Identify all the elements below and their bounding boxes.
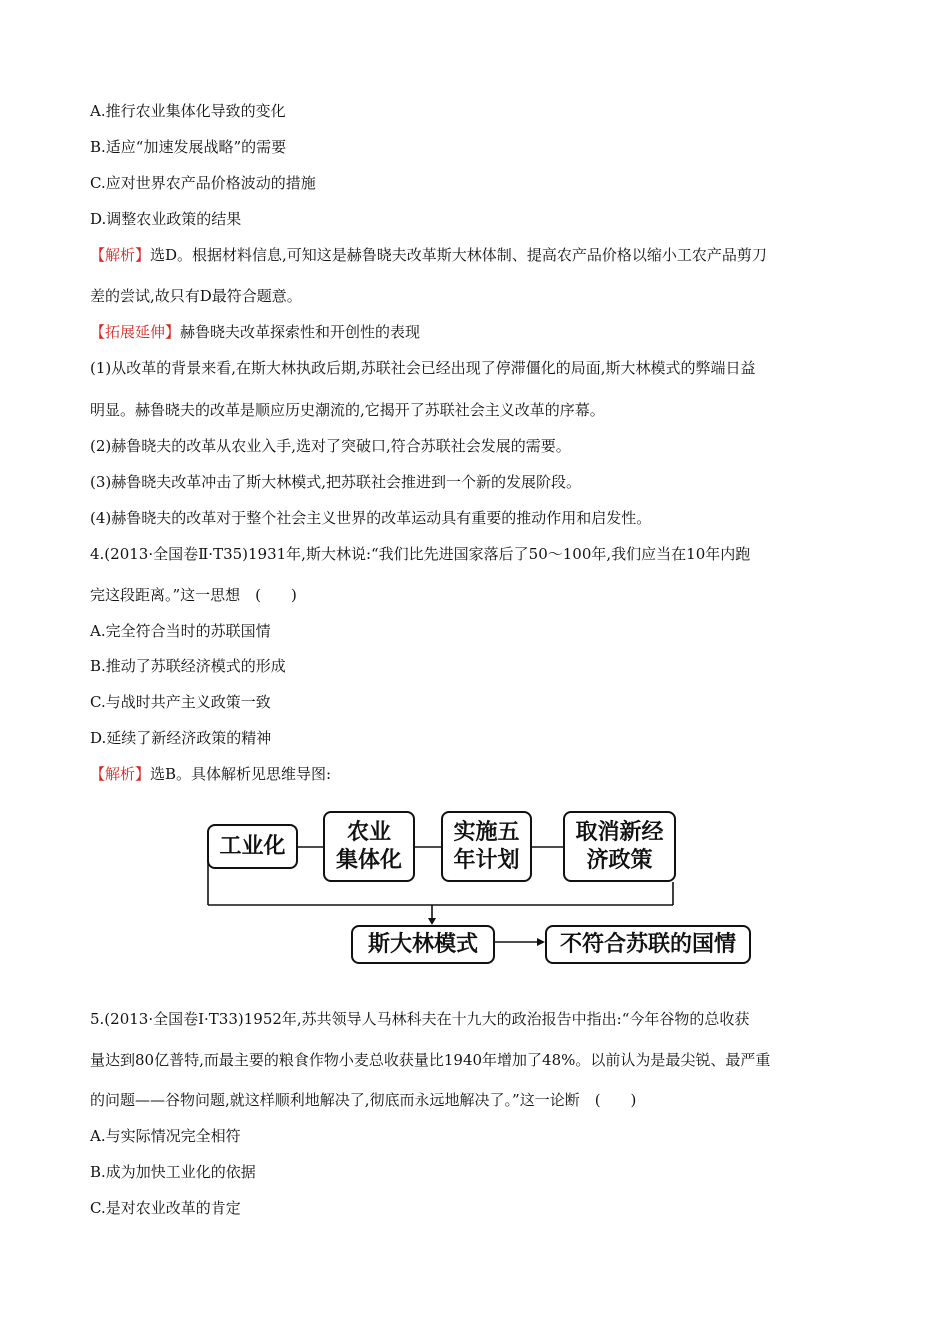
- question-4-analysis: [90, 764, 331, 784]
- question-4-stem-continued: 完这段距离。”这一思想 ( ): [90, 586, 297, 604]
- extension-heading: [90, 322, 420, 342]
- collectivization-label-line-1: 农业: [346, 819, 391, 845]
- industrialization-label: 工业化: [219, 833, 286, 859]
- question-5-option-c: C.是对农业改革的肯定: [90, 1199, 241, 1217]
- extension-point-1: (1)从改革的背景来看,在斯大林执政后期,苏联社会已经出现了停滞僵化的局面,斯大林模式的弊端日益: [90, 359, 756, 377]
- collectivization-box: [323, 811, 415, 882]
- stalin-model-label: 斯大林模式: [367, 931, 478, 957]
- stalin-model-box: [351, 925, 495, 964]
- extension-point-2: (2)赫鲁晓夫的改革从农业入手,选对了突破口,符合苏联社会发展的需要。: [90, 437, 571, 455]
- industrialization-box: [207, 824, 298, 869]
- extension-title: 赫鲁晓夫改革探索性和开创性的表现: [180, 323, 421, 341]
- question-4-stem: 4.(2013·全国卷Ⅱ·T35)1931年,斯大林说:“我们比先进国家落后了50～100年,我们应当在10年内跑: [90, 545, 751, 563]
- question-4-analysis-tag: 【解析】: [90, 765, 151, 783]
- question-5-option-b: B.成为加快工业化的依据: [90, 1163, 256, 1181]
- question-5-option-a: A.与实际情况完全相符: [90, 1127, 241, 1145]
- collectivization-label-line-2: 集体化: [335, 847, 402, 873]
- five-year-plan-label-line-2: 年计划: [453, 847, 520, 873]
- analysis-text: 选D。根据材料信息,可知这是赫鲁晓夫改革斯大林体制、提高农产品价格以缩小工农产品剪刀: [150, 246, 767, 264]
- question-5-stem: 5.(2013·全国卷Ⅰ·T33)1952年,苏共领导人马林科夫在十九大的政治报告中指出:“今年谷物的总收获: [90, 1010, 750, 1028]
- question-4-option-d: D.延续了新经济政策的精神: [90, 729, 272, 747]
- analysis-tag: 【解析】: [90, 246, 151, 264]
- question-4-analysis-text: 选B。具体解析见思维导图:: [150, 765, 332, 783]
- option-c: C.应对世界农产品价格波动的措施: [90, 174, 316, 192]
- analysis: [90, 245, 767, 265]
- extension-tag: 【拓展延伸】: [90, 323, 181, 341]
- abolish-nep-box: [563, 811, 676, 882]
- question-4-option-a: A.完全符合当时的苏联国情: [90, 622, 271, 640]
- question-4-option-c: C.与战时共产主义政策一致: [90, 693, 271, 711]
- option-d: D.调整农业政策的结果: [90, 210, 242, 228]
- analysis-continued: 差的尝试,故只有D最符合题意。: [90, 287, 302, 305]
- question-4-option-b: B.推动了苏联经济模式的形成: [90, 657, 286, 675]
- abolish-nep-label-line-2: 济政策: [586, 847, 653, 873]
- option-b: B.适应“加速发展战略”的需要: [90, 138, 287, 156]
- five-year-plan-box: [441, 811, 532, 882]
- not-suited-label: 不符合苏联的国情: [559, 931, 736, 957]
- question-5-stem-continued-2: 的问题——谷物问题,就这样顺利地解决了,彻底而永远地解决了。”这一论断 ( ): [90, 1091, 637, 1109]
- abolish-nep-label-line-1: 取消新经: [575, 819, 664, 845]
- not-suited-box: [545, 925, 751, 964]
- option-a: A.推行农业集体化导致的变化: [90, 102, 286, 120]
- question-5-stem-continued-1: 量达到80亿普特,而最主要的粮食作物小麦总收获量比1940年增加了48%。以前认为是最尖锐、最严重: [90, 1051, 771, 1069]
- extension-point-3: (3)赫鲁晓夫改革冲击了斯大林模式,把苏联社会推进到一个新的发展阶段。: [90, 473, 582, 491]
- extension-point-1-continued: 明显。赫鲁晓夫的改革是顺应历史潮流的,它揭开了苏联社会主义改革的序幕。: [90, 401, 605, 419]
- five-year-plan-label-line-1: 实施五: [453, 819, 520, 845]
- extension-point-4: (4)赫鲁晓夫的改革对于整个社会主义世界的改革运动具有重要的推动作用和启发性。: [90, 509, 652, 527]
